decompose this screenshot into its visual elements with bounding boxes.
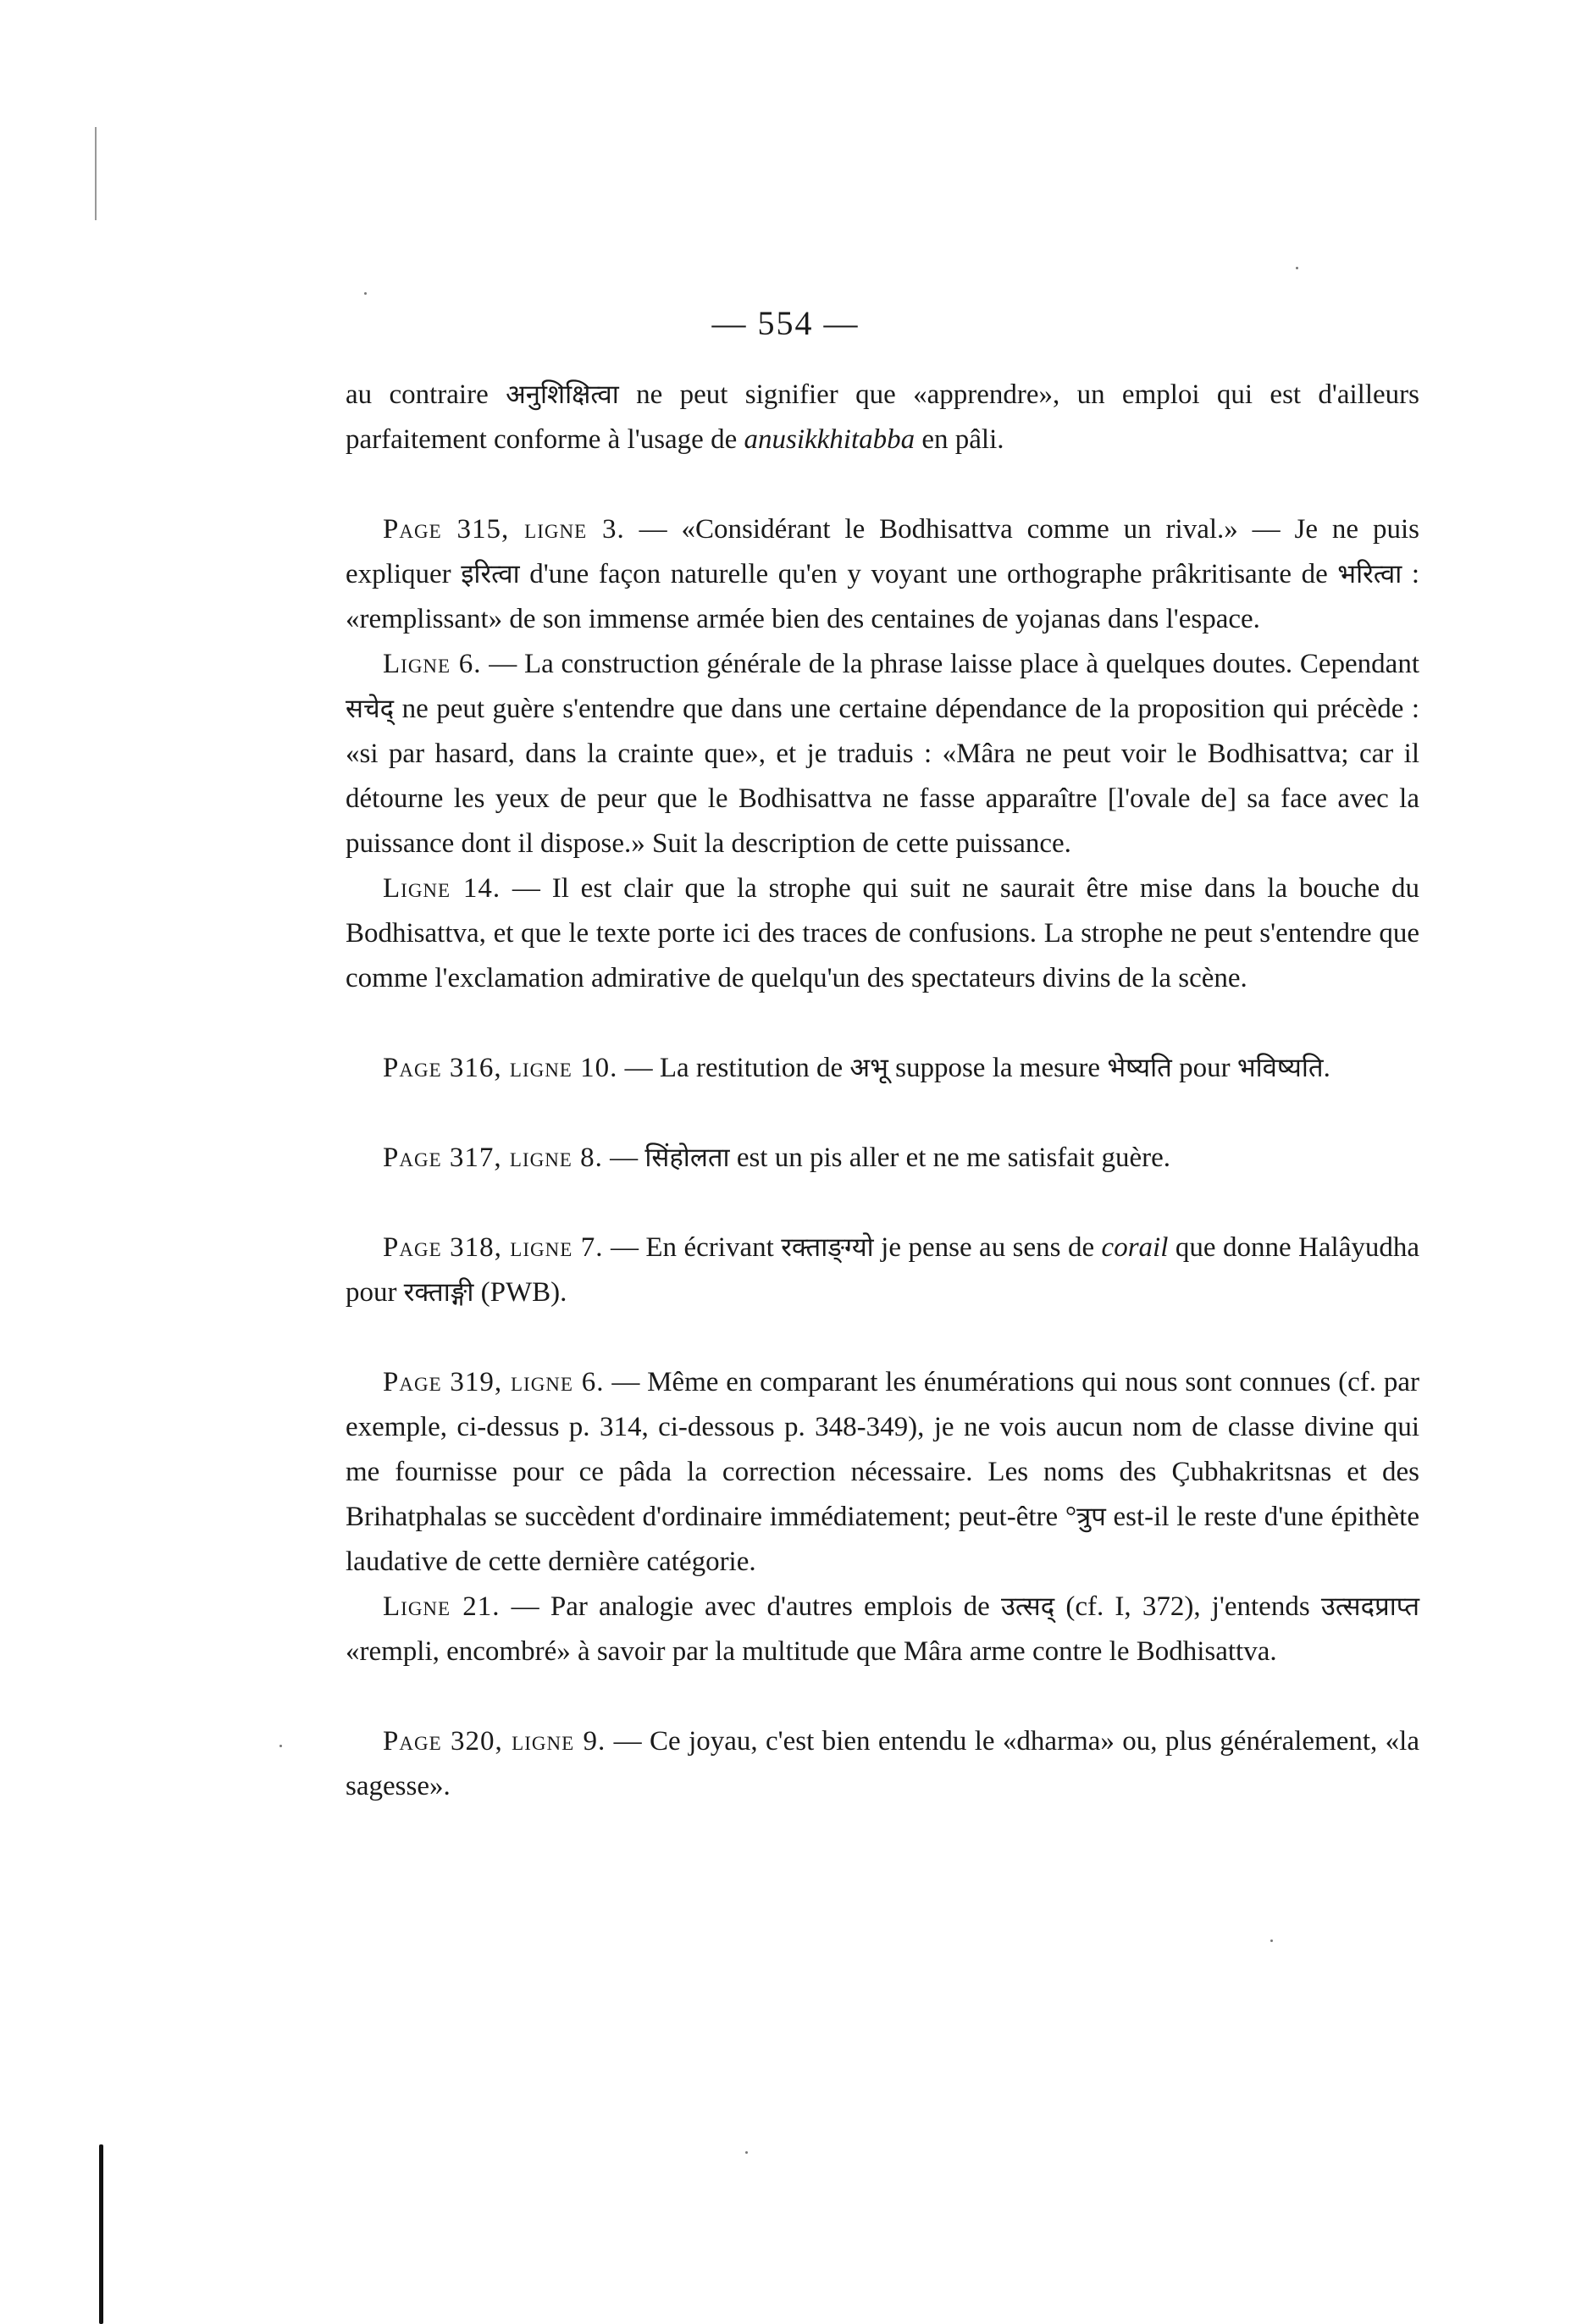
devanagari-word: रक्ताङ्ग्यो xyxy=(781,1232,874,1263)
devanagari-word: उत्सदप्राप्त xyxy=(1320,1591,1419,1622)
scan-speck xyxy=(279,1745,282,1747)
note-ligne-6: Ligne 6. — La construction générale de la phrase laisse place à quelques doutes. Cependant सचेद् ne peut guère s'entendre que dans une certaine dépendance de la proposition qui précède : «si par hasard, dans la crainte que», et je traduis : «Mâra ne peut voir le Bodhisattva; car il détourne les yeux de peur que le Bodhisattva ne fasse apparaître [l'ovale de] sa face avec la puissance dont il dispose.» Suit la description de cette puissance. xyxy=(346,649,1419,859)
scan-binding-edge xyxy=(99,2144,103,2324)
scan-speck xyxy=(1270,1939,1273,1942)
devanagari-word: सिंहोलता xyxy=(644,1143,730,1173)
note-label: Page 317, ligne 8. xyxy=(383,1143,603,1173)
note-label: Ligne 6. xyxy=(383,649,482,679)
devanagari-word: भविष्यति xyxy=(1236,1053,1324,1083)
scan-speck xyxy=(1296,267,1298,269)
devanagari-word: अभू xyxy=(849,1053,888,1083)
devanagari-word: सचेद् xyxy=(346,694,395,724)
note-page-317: Page 317, ligne 8. — सिंहोलता est un pis aller et ne me satisfait guère. xyxy=(383,1143,1171,1173)
note-label: Ligne 21. xyxy=(383,1591,501,1622)
paragraph-continuation: au contraire अनुशिक्षित्वा ne peut signifier que «apprendre», un emploi qui est d'ailleurs parfaitement conforme à l'usage de anusikkhitabba en pâli. xyxy=(346,379,1419,455)
devanagari-word: उत्सद् xyxy=(1000,1591,1055,1622)
page-number: — 554 — xyxy=(711,304,860,342)
note-label: Page 320, ligne 9. xyxy=(383,1726,606,1757)
scan-edge-mark xyxy=(95,127,97,220)
note-page-319: Page 319, ligne 6. — Même en comparant les énumérations qui nous sont connues (cf. par exemple, ci-dessus p. 314, ci-dessous p. 348-349), je ne vois aucun nom de classe divine qui me fournisse pour ce pâda la correction nécessaire. Les noms des Çubhakritsnas et des Brihatphalas se succèdent d'ordinaire immédiatement; peut-être °त्रुप est-il le reste d'une épithète laudative de cette dernière catégorie. xyxy=(346,1367,1419,1577)
note-label: Page 319, ligne 6. xyxy=(383,1367,605,1397)
note-ligne-14: Ligne 14. — Il est clair que la strophe qui suit ne saurait être mise dans la bouche du Bodhisattva, et que le texte porte ici des traces de confusions. La strophe ne peut s'entendre que comme l'exclamation admirative de quelqu'un des spectateurs divins de la scène. xyxy=(346,873,1419,993)
note-label: Page 318, ligne 7. xyxy=(383,1232,604,1263)
note-label: Page 316, ligne 10. xyxy=(383,1053,618,1083)
scan-speck xyxy=(745,2151,748,2154)
note-label: Ligne 14. xyxy=(383,873,501,904)
note-page-315: Page 315, ligne 3. — «Considérant le Bodhisattva comme un rival.» — Je ne puis expliquer इरित्वा d'une façon naturelle qu'en y voyant une orthographe prâkritisante de भरित्वा : «remplissant» de son immense armée bien des centaines de yojanas dans l'espace. xyxy=(346,514,1420,634)
devanagari-word: भेष्यति xyxy=(1107,1053,1172,1083)
scan-speck xyxy=(364,292,367,295)
devanagari-word: त्रुप xyxy=(1076,1502,1106,1532)
devanagari-word: इरित्वा xyxy=(461,559,520,589)
note-page-316: Page 316, ligne 10. — La restitution de अभू suppose la mesure भेष्यति pour भविष्यति. xyxy=(383,1053,1330,1083)
devanagari-word: अनुशिक्षित्वा xyxy=(506,379,619,410)
italic-term: anusikkhitabba xyxy=(744,424,915,455)
note-page-318: Page 318, ligne 7. — En écrivant रक्ताङ्ग्यो je pense au sens de corail que donne Halâyudha pour रक्ताङ्गी (PWB). xyxy=(346,1232,1419,1308)
note-ligne-21: Ligne 21. — Par analogie avec d'autres emplois de उत्सद् (cf. I, 372), j'entends उत्सदप्राप्त «rempli, encombré» à savoir par la multitude que Mâra arme contre le Bodhisattva. xyxy=(346,1591,1419,1667)
italic-term: corail xyxy=(1101,1232,1169,1263)
note-page-320: Page 320, ligne 9. — Ce joyau, c'est bien entendu le «dharma» ou, plus généralement, «la sagesse». xyxy=(346,1726,1419,1801)
note-label: Page 315, ligne 3. xyxy=(383,514,625,545)
body-text xyxy=(346,373,1419,1809)
devanagari-word: रक्ताङ्गी xyxy=(403,1277,474,1308)
devanagari-word: भरित्वा xyxy=(1337,559,1402,589)
